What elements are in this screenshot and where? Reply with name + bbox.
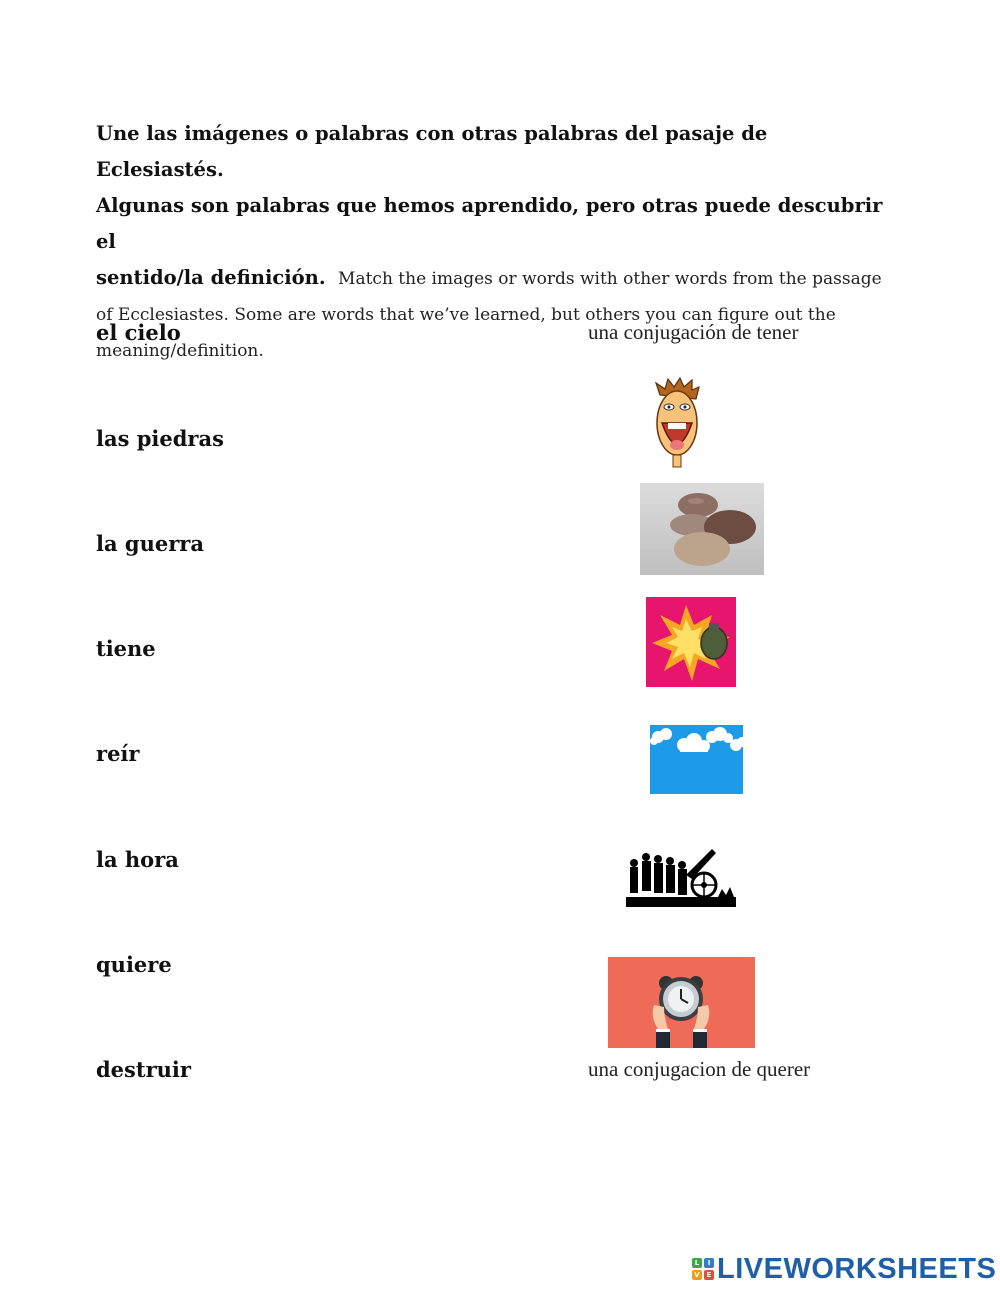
instructions-es-line2: Algunas son palabras que hemos aprendido, pero otras puede descubrir el <box>96 194 883 253</box>
grenade-explosion-image[interactable] <box>646 597 736 687</box>
alarm-clock-image[interactable] <box>608 957 755 1048</box>
sky-clouds-image[interactable] <box>650 725 743 794</box>
stones-image[interactable] <box>640 483 764 575</box>
instructions-en: Match the images or words with other words from the passage of Ecclesiastes. Some are words that we’ve learned, but others you can figure out the meaning/definition. <box>96 269 882 361</box>
logo-text: LIVEWORKSHEETS <box>717 1252 997 1285</box>
liveworksheets-logo <box>692 1252 996 1286</box>
word-quiere[interactable]: quiere <box>96 952 172 977</box>
word-destruir[interactable]: destruir <box>96 1057 191 1082</box>
logo-mark-icon: L I V E <box>692 1258 714 1280</box>
instructions-es-line1: Une las imágenes o palabras con otras palabras del pasaje de Eclesiastés. <box>96 122 768 181</box>
soldiers-cannon-image[interactable] <box>626 845 736 907</box>
word-el-cielo[interactable]: el cielo <box>96 320 181 345</box>
laughing-face-image[interactable] <box>652 377 702 469</box>
word-las-piedras[interactable]: las piedras <box>96 426 224 451</box>
word-tiene[interactable]: tiene <box>96 636 156 661</box>
word-la-guerra[interactable]: la guerra <box>96 531 204 556</box>
instructions-es-line3: sentido/la definición. <box>96 266 326 289</box>
word-reir[interactable]: reír <box>96 741 140 766</box>
word-la-hora[interactable]: la hora <box>96 847 179 872</box>
text-conjugacion-tener[interactable]: una conjugación de tener <box>588 320 799 344</box>
text-conjugacion-querer[interactable]: una conjugacion de querer <box>588 1057 811 1081</box>
